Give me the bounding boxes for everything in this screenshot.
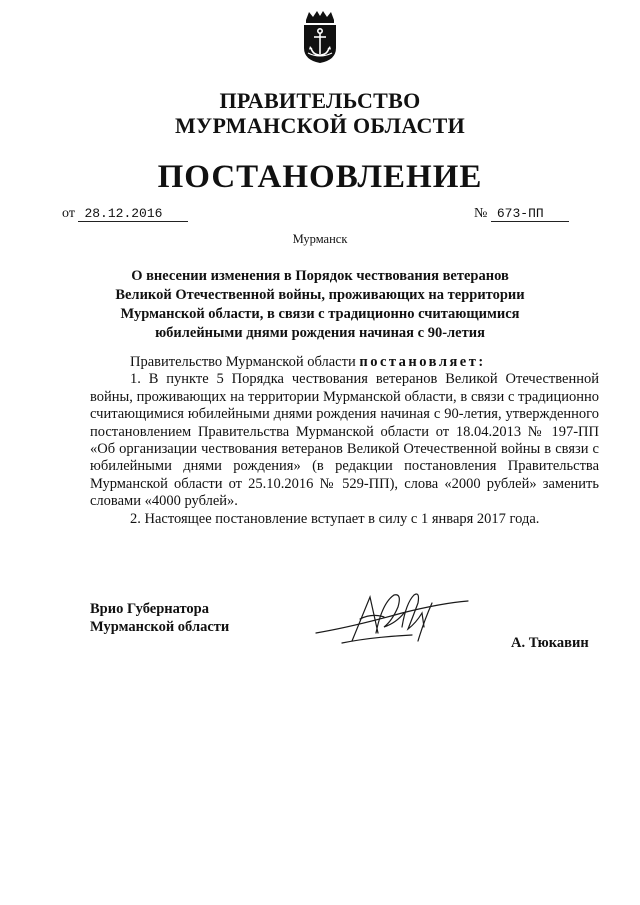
intro-paragraph (90, 354, 599, 371)
coat-of-arms-icon (300, 10, 340, 64)
document-title: О внесении изменения в Порядок чествования ветеранов Великой Отечественной войны, проживающих на территории Мурманской области, в связи с традиционно считающимися юбилейными днями рождения начиная с 90-летия (115, 268, 525, 341)
organization-name (0, 88, 640, 138)
organization-line-2: МУРМАНСКОЙ ОБЛАСТИ (174, 113, 466, 138)
organization-line-1: ПРАВИТЕЛЬСТВО (219, 88, 421, 113)
item-2: 2. Настоящее постановление вступает в силу с 1 января 2017 года. (130, 510, 540, 527)
number-field (474, 206, 569, 222)
document-body (90, 354, 599, 528)
document-type: ПОСТАНОВЛЕНИЕ (157, 159, 483, 195)
date-value: 28.12.2016 (78, 206, 188, 222)
date-prefix: от (62, 206, 75, 221)
handwritten-signature (312, 583, 472, 653)
intro-decree-word: постановляет: (359, 354, 486, 370)
signatory-name: А. Тюкавин (511, 635, 589, 651)
city: Мурманск (292, 232, 348, 246)
signatory-position-line-2: Мурманской области (90, 619, 230, 635)
date-field (62, 206, 188, 222)
number-value: 673-ПП (491, 206, 569, 222)
signatory-position (90, 600, 229, 636)
intro-text: Правительство Мурманской области (130, 354, 360, 370)
signatory-position-line-1: Врио Губернатора (90, 601, 209, 617)
number-prefix: № (474, 206, 488, 221)
item-1: 1. В пункте 5 Порядка чествования ветеранов Великой Отечественной войны, проживающих на территории Мурманской области, в связи с традиционно считающимися юбилейными днями рождения начиная с 90-летия, утвержденного постановлением Правительства Мурманской области от 18.04.2013 № 197-ПП «Об организации чествования ветеранов Великой Отечественной войны в связи с юбилейными днями рождения» (в редакции постановления Правительства Мурманской области от 25.10.2016 № 529-ПП), слова «2000 рублей» заменить словами «4000 рублей». (90, 371, 599, 510)
